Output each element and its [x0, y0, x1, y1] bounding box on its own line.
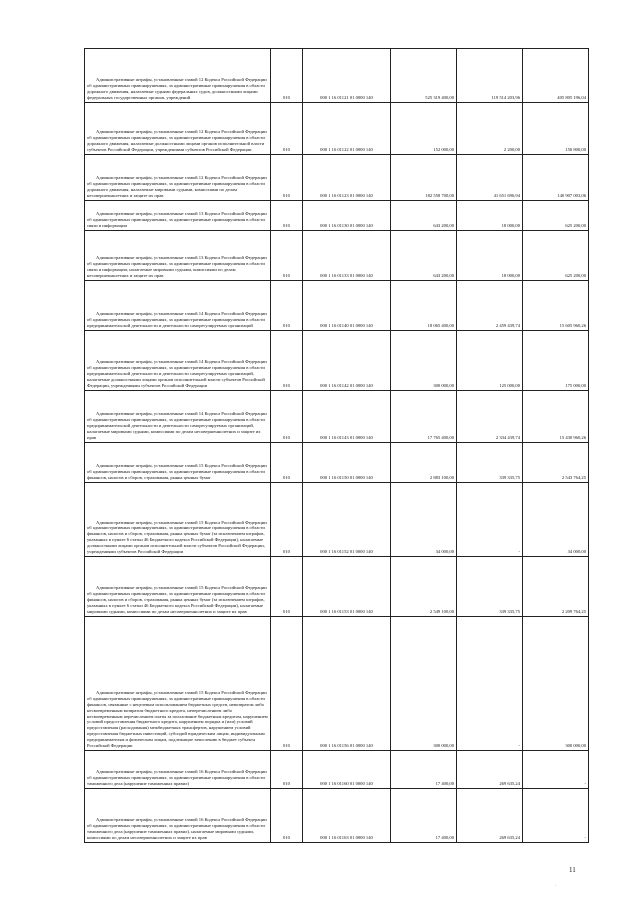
line-code-cell: 010	[271, 231, 303, 281]
indicator-name-cell	[85, 103, 271, 155]
approved-amount-cell: 17 400,00	[391, 751, 457, 789]
indicator-name-cell	[85, 231, 271, 281]
income-code-cell: 000 1 16 01121 01 0000 140	[303, 49, 391, 103]
approved-amount-cell: 152 000,00	[391, 103, 457, 155]
unexecuted-amount-cell: 2 209 764,25	[523, 557, 589, 617]
unexecuted-amount-cell: -	[523, 751, 589, 789]
income-code-cell: 000 1 16 01152 01 0000 140	[303, 483, 391, 557]
income-code-cell: 000 1 16 01163 01 0000 140	[303, 789, 391, 843]
executed-amount-cell: 339 335,75	[457, 557, 523, 617]
approved-amount-cell: 17 765 400,00	[391, 391, 457, 443]
indicator-name-cell	[85, 617, 271, 751]
indicator-name-cell	[85, 201, 271, 231]
income-code-cell: 000 1 16 01156 01 0000 140	[303, 617, 391, 751]
table-row	[85, 103, 589, 155]
executed-amount-cell: 18 000,00	[457, 201, 523, 231]
unexecuted-amount-cell: 140 907 003,06	[523, 155, 589, 201]
executed-amount-cell: 339 335,75	[457, 443, 523, 483]
approved-amount-cell: 34 000,00	[391, 483, 457, 557]
line-code-cell: 010	[271, 483, 303, 557]
table-row	[85, 281, 589, 331]
indicator-name-cell	[85, 281, 271, 331]
income-code-cell: 000 1 16 01150 01 0000 140	[303, 443, 391, 483]
approved-amount-cell: 300 000,00	[391, 617, 457, 751]
income-code-cell: 000 1 16 01153 01 0000 140	[303, 557, 391, 617]
table-row	[85, 557, 589, 617]
executed-amount-cell: 269 635,24	[457, 751, 523, 789]
line-code-cell: 010	[271, 617, 303, 751]
income-code-cell: 000 1 16 01133 01 0000 140	[303, 231, 391, 281]
table-row	[85, 751, 589, 789]
approved-amount-cell: 17 400,00	[391, 789, 457, 843]
indicator-name-text: Административные штрафы, установленные главой 15 Кодекса Российской Федерации об административных правонарушениях, за административные правонарушения в области финансов, связанные с нецелевым использованием бюджетных средств, невозвратом либо несвоевременным возвратом бюджетного кредита, неперечислением либо несвоевременным перечислением платы за пользование бюджетным кредитом, нарушением условий предоставления бюджетного кредита, нарушением порядка и (или) условий предоставления (расходования) межбюджетных трансфертов, нарушением условий предоставления бюджетных инвестиций, субсидий юридическим лицам, индивидуальным предпринимателям и физическим лицам, подлежащие зачислению в бюджет субъекта Российской Федерации	[87, 689, 268, 749]
unexecuted-amount-cell: 34 000,00	[523, 483, 589, 557]
indicator-name-text: Административные штрафы, установленные главой 13 Кодекса Российской Федерации об административных правонарушениях, за административные правонарушения в области связи и информации	[87, 211, 267, 229]
indicator-name-cell	[85, 557, 271, 617]
indicator-name-text: Административные штрафы, установленные главой 12 Кодекса Российской Федерации об административных правонарушениях, за административные правонарушения в области дорожного движения, налагаемые мировыми судьями, комиссиями по делам несовершеннолетних и защите их прав	[87, 175, 267, 199]
approved-amount-cell: 300 000,00	[391, 331, 457, 391]
indicator-name-text: Административные штрафы, установленные главой 14 Кодекса Российской Федерации об административных правонарушениях, за административные правонарушения в области предпринимательской деятельности и деятельности саморегулируемых организаций, налагаемые мировыми судьями, комиссиями по делам несовершеннолетних и защите их прав	[87, 411, 267, 441]
indicator-name-text: Административные штрафы, установленные главой 14 Кодекса Российской Федерации об административных правонарушениях, за административные правонарушения в области предпринимательской деятельности и деятельности саморегулируемых организаций	[87, 311, 267, 329]
indicator-name-text: Административные штрафы, установленные главой 15 Кодекса Российской Федерации об административных правонарушениях, за административные правонарушения в области финансов, налогов и сборов, страхования, рынка ценных бумаг (за исключением штрафов, указанных в пункте 6 статьи 46 Бюджетного кодекса Российской Федерации), налагаемые мировыми судьями, комиссиями по делам несовершеннолетних и защите их прав	[87, 585, 267, 615]
table-row	[85, 483, 589, 557]
indicator-name-text: Административные штрафы, установленные главой 14 Кодекса Российской Федерации об административных правонарушениях, за административные правонарушения в области предпринимательской деятельности и деятельности саморегулируемых организаций, налагаемые должностными лицами органов исполнительной власти субъектов Российской Федерации, учреждениями субъектов Российской Федерации	[87, 359, 267, 389]
table-row	[85, 155, 589, 201]
unexecuted-amount-cell: 300 000,00	[523, 617, 589, 751]
line-code-cell: 010	[271, 201, 303, 231]
indicator-name-cell	[85, 155, 271, 201]
table-row	[85, 443, 589, 483]
indicator-name-cell	[85, 483, 271, 557]
executed-amount-cell: 2 200,00	[457, 103, 523, 155]
approved-amount-cell: 643 200,00	[391, 201, 457, 231]
indicator-name-cell	[85, 391, 271, 443]
income-code-cell: 000 1 16 01123 01 0000 140	[303, 155, 391, 201]
indicator-name-cell	[85, 789, 271, 843]
executed-amount-cell: 269 635,24	[457, 789, 523, 843]
line-code-cell: 010	[271, 557, 303, 617]
unexecuted-amount-cell: 625 200,00	[523, 201, 589, 231]
table-row	[85, 231, 589, 281]
table-row	[85, 49, 589, 103]
executed-amount-cell: 18 000,00	[457, 231, 523, 281]
income-code-cell: 000 1 16 01160 01 0000 140	[303, 751, 391, 789]
line-code-cell: 010	[271, 331, 303, 391]
unexecuted-amount-cell: -	[523, 789, 589, 843]
approved-amount-cell: 2 883 100,00	[391, 443, 457, 483]
line-code-cell: 010	[271, 49, 303, 103]
income-code-cell: 000 1 16 01142 01 0000 140	[303, 331, 391, 391]
indicator-name-text: Административные штрафы, установленные главой 15 Кодекса Российской Федерации об административных правонарушениях, за административные правонарушения в области финансов, налогов и сборов, страхования, рынка ценных бумаг	[87, 463, 267, 481]
line-code-cell: 010	[271, 751, 303, 789]
executed-amount-cell: -	[457, 617, 523, 751]
indicator-name-cell	[85, 331, 271, 391]
income-code-cell: 000 1 16 01143 01 0000 140	[303, 391, 391, 443]
line-code-cell: 010	[271, 443, 303, 483]
indicator-name-text: Административные штрафы, установленные главой 12 Кодекса Российской Федерации об административных правонарушениях, за административные правонарушения в области дорожного движения, налагаемые должностными лицами органов исполнительной власти субъектов Российской Федерации, учреждениями субъектов Российской Федерации	[87, 129, 267, 153]
line-code-cell: 010	[271, 789, 303, 843]
budget-execution-table	[84, 48, 589, 843]
executed-amount-cell: -	[457, 483, 523, 557]
income-code-cell: 000 1 16 01122 01 0000 140	[303, 103, 391, 155]
line-code-cell: 010	[271, 281, 303, 331]
table-row	[85, 391, 589, 443]
indicator-name-cell	[85, 751, 271, 789]
indicator-name-text: Административные штрафы, установленные главой 16 Кодекса Российской Федерации об административных правонарушениях, за административные правонарушения в области таможенного дела (нарушение таможенных правил)	[87, 769, 267, 787]
unexecuted-amount-cell: 15 605 960,26	[523, 281, 589, 331]
unexecuted-amount-cell: 2 543 764,25	[523, 443, 589, 483]
line-code-cell: 010	[271, 155, 303, 201]
unexecuted-amount-cell: 405 805 196,04	[523, 49, 589, 103]
indicator-name-text: Административные штрафы, установленные главой 13 Кодекса Российской Федерации об административных правонарушениях, за административные правонарушения в области связи и информации, налагаемые мировыми судьями, комиссиями по делам несовершеннолетних и защите их прав	[87, 255, 267, 279]
executed-amount-cell: 2 459 439,74	[457, 281, 523, 331]
executed-amount-cell: 125 000,00	[457, 331, 523, 391]
executed-amount-cell: 119 514 203,96	[457, 49, 523, 103]
unexecuted-amount-cell: 625 200,00	[523, 231, 589, 281]
line-code-cell: 010	[271, 103, 303, 155]
indicator-name-text: Административные штрафы, установленные главой 16 Кодекса Российской Федерации об административных правонарушениях, за административные правонарушения в области таможенного дела (нарушение таможенных правил), налагаемые мировыми судьями, комиссиями по делам несовершеннолетних и защите их прав	[87, 817, 267, 841]
approved-amount-cell: 18 065 400,00	[391, 281, 457, 331]
indicator-name-cell	[85, 49, 271, 103]
approved-amount-cell: 2 549 100,00	[391, 557, 457, 617]
table-row	[85, 789, 589, 843]
approved-amount-cell: 525 319 400,00	[391, 49, 457, 103]
income-code-cell: 000 1 16 01130 01 0000 140	[303, 201, 391, 231]
executed-amount-cell: 41 651 696,94	[457, 155, 523, 201]
indicator-name-text: Административные штрафы, установленные главой 15 Кодекса Российской Федерации об административных правонарушениях, за административные правонарушения в области финансов, налогов и сборов, страхования, рынка ценных бумаг (за исключением штрафов, указанных в пункте 6 статьи 46 Бюджетного кодекса Российской Федерации), налагаемые должностными лицами органов исполнительной власти субъектов Российской Федерации, учреждениями субъектов Российской Федерации	[87, 519, 267, 555]
table-row	[85, 201, 589, 231]
unexecuted-amount-cell: 150 800,00	[523, 103, 589, 155]
unexecuted-amount-cell: 175 000,00	[523, 331, 589, 391]
executed-amount-cell: 2 334 439,74	[457, 391, 523, 443]
approved-amount-cell: 643 200,00	[391, 231, 457, 281]
table-row	[85, 331, 589, 391]
table-row	[85, 617, 589, 751]
page-number: 11	[569, 866, 576, 874]
approved-amount-cell: 182 558 700,00	[391, 155, 457, 201]
indicator-name-text: Административные штрафы, установленные главой 12 Кодекса Российской Федерации об административных правонарушениях, за административные правонарушения в области дорожного движения, налагаемые судьями федеральных судов, должностными лицами федеральных государственных органов, учреждений	[87, 77, 267, 101]
line-code-cell: 010	[271, 391, 303, 443]
unexecuted-amount-cell: 15 430 960,26	[523, 391, 589, 443]
income-code-cell: 000 1 16 01140 01 0000 140	[303, 281, 391, 331]
footer-mark: ·	[555, 884, 557, 889]
indicator-name-cell	[85, 443, 271, 483]
